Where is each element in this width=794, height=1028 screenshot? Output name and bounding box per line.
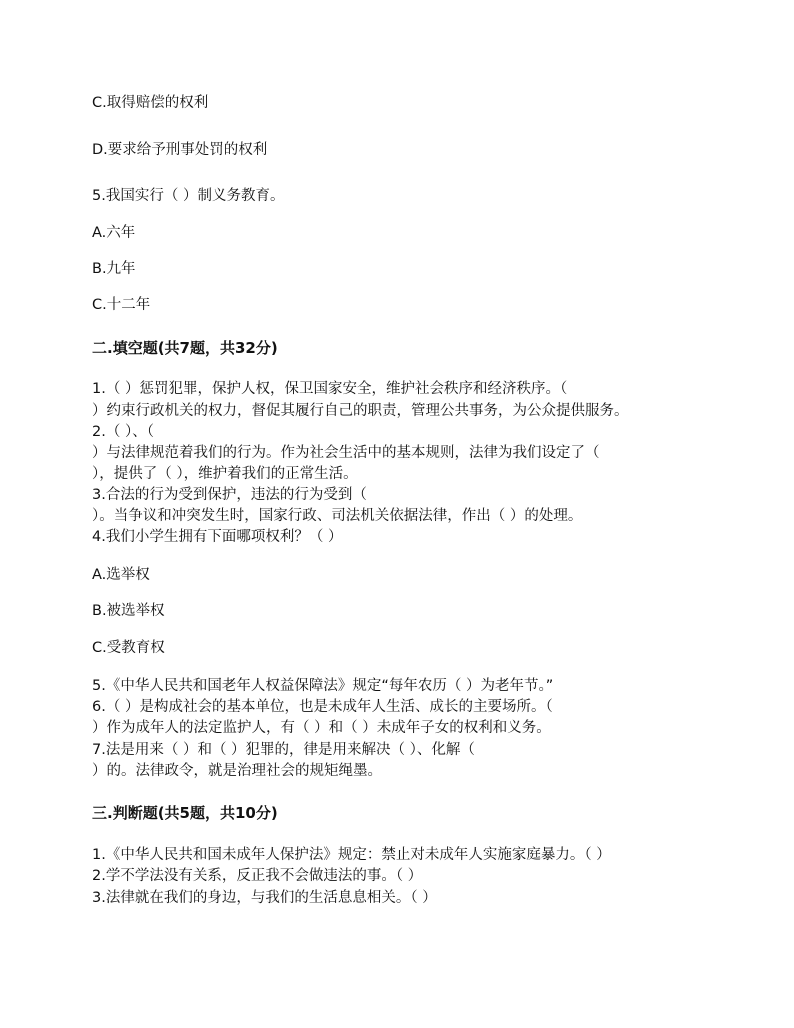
judge-q3: 3.法律就在我们的身边，与我们的生活息息相关。（ ） bbox=[92, 890, 437, 906]
q5-option-c: C.十二年 bbox=[92, 297, 151, 313]
fill-q4-option-a: A.选举权 bbox=[92, 567, 150, 583]
judge-q2: 2.学不学法没有关系，反正我不会做违法的事。（ ） bbox=[92, 868, 423, 884]
q5-stem: 5.我国实行（ ）制义务教育。 bbox=[92, 188, 285, 204]
fill-q5: 5.《中华人民共和国老年人权益保障法》规定“每年农历（ ）为老年节。” bbox=[92, 678, 554, 694]
fill-q3-line2: ）。当争议和冲突发生时，国家行政、司法机关依据法律，作出（ ）的处理。 bbox=[92, 508, 583, 524]
judge-q1: 1.《中华人民共和国未成年人保护法》规定：禁止对未成年人实施家庭暴力。（ ） bbox=[92, 847, 611, 863]
fill-q7-line1: 7.法是用来（ ）和（ ）犯罪的，律是用来解决（ ）、化解（ bbox=[92, 742, 475, 758]
q5-option-b: B.九年 bbox=[92, 261, 136, 277]
section-2-title: 二.填空题(共7题，共32分) bbox=[92, 339, 278, 357]
fill-q7-line2: ）的。法律政令，就是治理社会的规矩绳墨。 bbox=[92, 763, 382, 779]
fill-q4-option-b: B.被选举权 bbox=[92, 603, 165, 619]
fill-q4-stem: 4.我们小学生拥有下面哪项权利？（ ） bbox=[92, 529, 343, 545]
fill-q2-line2: ）与法律规范着我们的行为。作为社会生活中的基本规则，法律为我们设定了（ bbox=[92, 445, 600, 461]
section-3-title: 三.判断题(共5题，共10分) bbox=[92, 804, 278, 822]
fill-q1-line1: 1.（ ）惩罚犯罪，保护人权，保卫国家安全，维护社会秩序和经济秩序。（ bbox=[92, 381, 568, 397]
q4-option-c: C.取得赔偿的权利 bbox=[92, 95, 209, 111]
fill-q6-line1: 6.（ ）是构成社会的基本单位，也是未成年人生活、成长的主要场所。（ bbox=[92, 699, 553, 715]
fill-q2-line1: 2.（ ）、（ bbox=[92, 424, 154, 440]
fill-q3-line1: 3.合法的行为受到保护，违法的行为受到（ bbox=[92, 487, 367, 503]
q5-option-a: A.六年 bbox=[92, 225, 136, 241]
fill-q2-line3: ），提供了（ ），维护着我们的正常生活。 bbox=[92, 466, 358, 482]
fill-q6-line2: ）作为成年人的法定监护人，有（ ）和（ ）未成年子女的权利和义务。 bbox=[92, 720, 551, 736]
q4-option-d: D.要求给予刑事处罚的权利 bbox=[92, 142, 268, 158]
fill-q4-option-c: C.受教育权 bbox=[92, 640, 165, 656]
fill-q1-line2: ）约束行政机关的权力，督促其履行自己的职责，管理公共事务，为公众提供服务。 bbox=[92, 403, 629, 419]
